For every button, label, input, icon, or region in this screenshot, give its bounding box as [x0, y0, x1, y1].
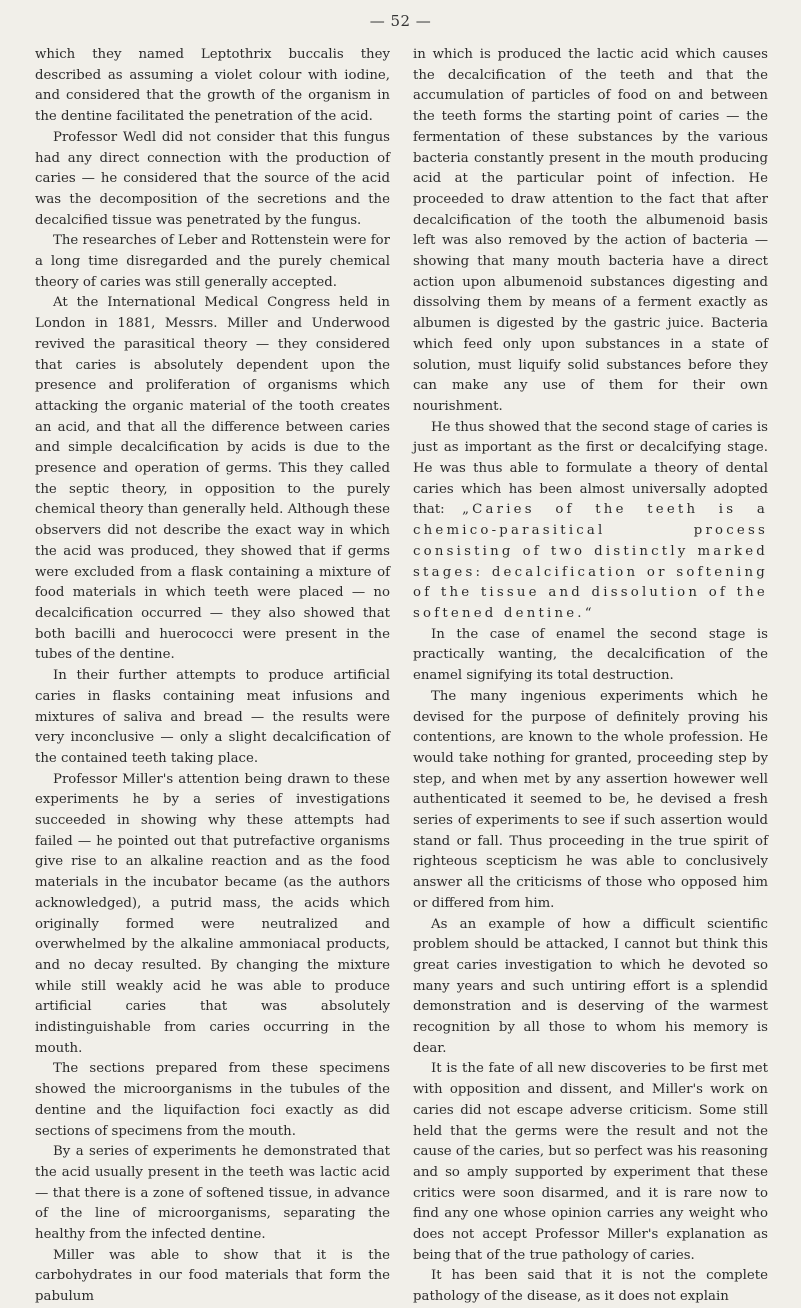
paragraph: which they named Leptothrix buccalis they described as assuming a violet colour with iodine, and considered that the growth of the organism in the dentine facilitated the penetration of the acid. [35, 47, 390, 125]
paragraph: Professor Miller's attention being drawn to these experiments he by a series of investigations succeeded in showing why these attempts had failed — he pointed out that putrefactive organisms give rise to an alkaline reaction and as the food materials in the incubator became (as the authors acknowledged), a putrid mass, the acids which originally formed were neutralized and overwhelmed by the alkaline ammoniacal products, and no decay resulted. By changing the mixture while still weakly acid he was able to produce artificial caries that was absolutely indistinguishable from caries occurring in the mouth. [35, 771, 390, 1056]
left-column [35, 45, 390, 1308]
paragraph: In their further attempts to produce artificial caries in flasks containing meat infusions and mixtures of saliva and bread — the results were very inconclusive — only a slight decalcification of the contained teeth taking place. [35, 668, 390, 766]
paragraph: As an example of how a difficult scientific problem should be attacked, I cannot but think this great caries investigation to which he devoted so many years and such untiring effort is a splendid demonstration and is deserving of the warmest recognition by all those to whom his memory is dear. [413, 916, 768, 1056]
paragraph: The researches of Leber and Rottenstein were for a long time disregarded and the purely chemical theory of caries was still generally accepted. [35, 233, 390, 290]
paragraph: Miller was able to show that it is the carbohydrates in our food materials that form the pabulum [35, 1247, 390, 1305]
paragraph: By a series of experiments he demonstrated that the acid usually present in the teeth was lactic acid — that there is a zone of softened tissue, in advance of the line of microorganisms, separating the healthy from the infected dentine. [35, 1144, 390, 1243]
spaced-quote: „Caries of the teeth is a chemico-parasitical process consisting of two distinctly marked stages: decalcification or softening of the tissue and dissolution of the softened dentine.“ [413, 502, 769, 621]
right-column [413, 45, 768, 1308]
paragraph: Professor Wedl did not consider that this fungus had any direct connection with the production of caries — he considered that the source of the acid was the decomposition of the secretions and the decalcified tissue was penetrated by the fungus. [35, 129, 390, 228]
paragraph: in which is produced the lactic acid which causes the decalcification of the teeth and that the accumulation of particles of food on and between the teeth forms the starting point of caries — the fermentation of these substances by the various bacteria constantly present in the mouth producing acid at the particular point of infection. He proceeded to draw attention to the fact that after decalcification of the tooth the albumenoid basis left was also removed by the action of bacteria — showing that many mouth bacteria have a direct action upon albumenoid substances digesting and dissolving them by means of a ferment exactly as albumen is digested by the gastric juice. Bacteria which feed only upon substances in a state of solution, must liquify solid substances before they can make any use of them for their own nourishment. [413, 47, 768, 414]
page-number: — 52 — [369, 12, 432, 30]
paragraph: At the International Medical Congress held in London in 1881, Messrs. Miller and Underwood revived the parasitical theory — they considered that caries is absolutely dependent upon the presence and proliferation of organisms which attacking the organic material of the tooth creates an acid, and that all the difference between caries and simple decalcification by acids is due to the presence and operation of germs. This they called the septic theory, in opposition to the purely chemical theory than generally held. Although these observers did not describe the exact way in which the acid was produced, they showed that if germs were excluded from a flask containing a mixture of food materials in which teeth were placed — no decalcification occurred — they also showed that both bacilli and huerococci were present in the tubes of the dentine. [35, 295, 390, 663]
paragraph: It has been said that it is not the complete pathology of the disease, as it does not explain [413, 1268, 768, 1305]
paragraph: The sections prepared from these specimens showed the microorganisms in the tubules of the dentine and the liquifaction foci exactly as did sections of specimens from the mouth. [35, 1061, 390, 1139]
quote-intro: He thus showed that the second stage of caries is just as important as the first or decalcifying stage. He was thus able to formulate a theory of dental caries which has been almost universally adopted that: [413, 419, 768, 518]
paragraph: The many ingenious experiments which he devised for the purpose of definitely proving his contentions, are known to the whole profession. He would take nothing for granted, proceeding step by step, and when met by any assertion howewer well authenticated it seemed to be, he devised a fresh series of experiments to see if such assertion would stand or fall. Thus proceeding in the true spirit of righteous scepticism he was able to conclusively answer all the criticisms of those who opposed him or differed from him. [413, 688, 768, 911]
paragraph-with-quote [413, 418, 768, 625]
paragraph: In the case of enamel the second stage is practically wanting, the decalcification of the enamel signifying its total destruction. [413, 626, 768, 684]
paragraph: It is the fate of all new discoveries to be first met with opposition and dissent, and Miller's work on caries did not escape adverse criticism. Some still held that the germs were the result and not the cause of the caries, but so perfect was his reasoning and so amply supported by experiment that these critics were soon disarmed, and it is rare now to find any one whose opinion carries any weight who does not accept Professor Miller's explanation as being that of the true pathology of caries. [413, 1061, 768, 1263]
